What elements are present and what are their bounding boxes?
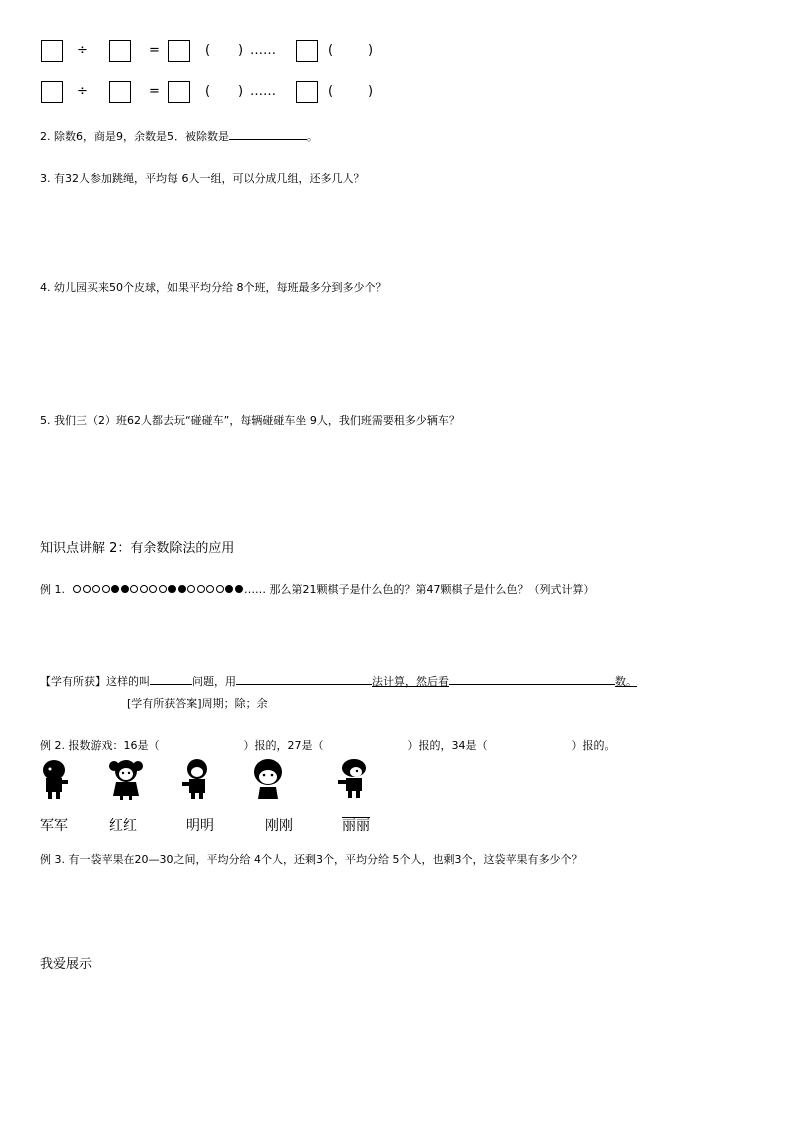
example-2 — [40, 737, 616, 753]
section-title: 知识点讲解 2：有余数除法的应用 — [40, 541, 235, 556]
kid-name: 军军 — [40, 818, 68, 834]
kid-ganggang-icon — [250, 758, 286, 800]
example-2-text-4: ）报的。 — [571, 739, 616, 752]
divide-sign: ÷ — [77, 84, 88, 99]
white-bead-icon — [206, 585, 214, 593]
kid-mingming-icon — [180, 758, 212, 800]
answer-blank[interactable] — [150, 672, 192, 685]
gain-answer: [学有所获答案]周期；除；余 — [127, 697, 268, 710]
paren-close: ) — [238, 43, 244, 58]
gain-text-3: 法计算，然后看 — [372, 675, 449, 688]
kid-name: 刚刚 — [265, 818, 293, 834]
divide-sign: ÷ — [77, 43, 88, 58]
paren-open: ( — [328, 43, 334, 58]
answer-box[interactable] — [296, 40, 318, 62]
bead-sequence — [73, 585, 244, 593]
gain-text-4: 数。 — [615, 675, 637, 688]
paren-open: ( — [328, 84, 334, 99]
example-1-label: 例 1. — [40, 583, 65, 596]
answer-box[interactable] — [296, 81, 318, 103]
question-2-end: 。 — [307, 130, 318, 143]
paren-open: ( — [205, 84, 211, 99]
paren-open: ( — [205, 43, 211, 58]
equals-sign: = — [149, 84, 160, 99]
question-4: 4. 幼儿园买来50个皮球，如果平均分给 8个班，每班最多分到多少个？ — [40, 281, 387, 294]
black-bead-icon — [121, 585, 129, 593]
black-bead-icon — [225, 585, 233, 593]
white-bead-icon — [73, 585, 81, 593]
black-bead-icon — [111, 585, 119, 593]
kid-name: 明明 — [186, 818, 214, 834]
example-3: 例 3. 有一袋苹果在20—30之间，平均分给 4个人，还剩3个，平均分给 5个人，也剩3个，这袋苹果有多少个？ — [40, 853, 583, 866]
answer-blank[interactable] — [236, 672, 372, 685]
white-bead-icon — [92, 585, 100, 593]
paren-close: ) — [368, 43, 374, 58]
question-2 — [40, 127, 318, 144]
white-bead-icon — [83, 585, 91, 593]
white-bead-icon — [149, 585, 157, 593]
answer-box[interactable] — [168, 40, 190, 62]
kid-junjun-icon — [40, 758, 72, 800]
example-2-text-3: ）报的，34是（ — [407, 739, 488, 752]
answer-box[interactable] — [109, 81, 131, 103]
question-5: 5. 我们三（2）班62人都去玩“碰碰车”，每辆碰碰车坐 9人，我们班需要租多少辆车？ — [40, 414, 460, 427]
gain-text-2: 问题，用 — [192, 675, 236, 688]
remainder-dots: …… — [250, 43, 276, 58]
white-bead-icon — [140, 585, 148, 593]
remainder-dots: …… — [250, 84, 276, 99]
paren-close: ) — [238, 84, 244, 99]
white-bead-icon — [159, 585, 167, 593]
white-bead-icon — [187, 585, 195, 593]
kid-name: 丽丽 — [342, 818, 370, 834]
gain-text-1: 【学有所获】这样的叫 — [40, 675, 150, 688]
answer-box[interactable] — [168, 81, 190, 103]
example-1 — [40, 581, 595, 597]
answer-box[interactable] — [109, 40, 131, 62]
example-2-text-2: ）报的，27是（ — [243, 739, 324, 752]
example-2-text-1: 例 2. 报数游戏：16是（ — [40, 739, 160, 752]
black-bead-icon — [235, 585, 243, 593]
show-title: 我爱展示 — [40, 957, 93, 972]
equals-sign: = — [149, 43, 160, 58]
kid-name: 红红 — [109, 818, 137, 834]
white-bead-icon — [102, 585, 110, 593]
white-bead-icon — [130, 585, 138, 593]
kid-honghong-icon — [108, 758, 144, 800]
answer-blank[interactable] — [229, 127, 307, 140]
answer-blank[interactable] — [449, 672, 615, 685]
white-bead-icon — [197, 585, 205, 593]
example-1-text: …… 那么第21颗棋子是什么色的？第47颗棋子是什么色？（列式计算） — [244, 583, 595, 596]
answer-box[interactable] — [41, 81, 63, 103]
question-2-text: 2. 除数6，商是9，余数是5．被除数是 — [40, 130, 229, 143]
kid-lili-icon — [336, 758, 370, 800]
learning-gain — [40, 672, 637, 689]
paren-close: ) — [368, 84, 374, 99]
black-bead-icon — [178, 585, 186, 593]
answer-box[interactable] — [41, 40, 63, 62]
white-bead-icon — [216, 585, 224, 593]
question-3: 3. 有32人参加跳绳，平均每 6人一组，可以分成几组，还多几人？ — [40, 172, 365, 185]
black-bead-icon — [168, 585, 176, 593]
